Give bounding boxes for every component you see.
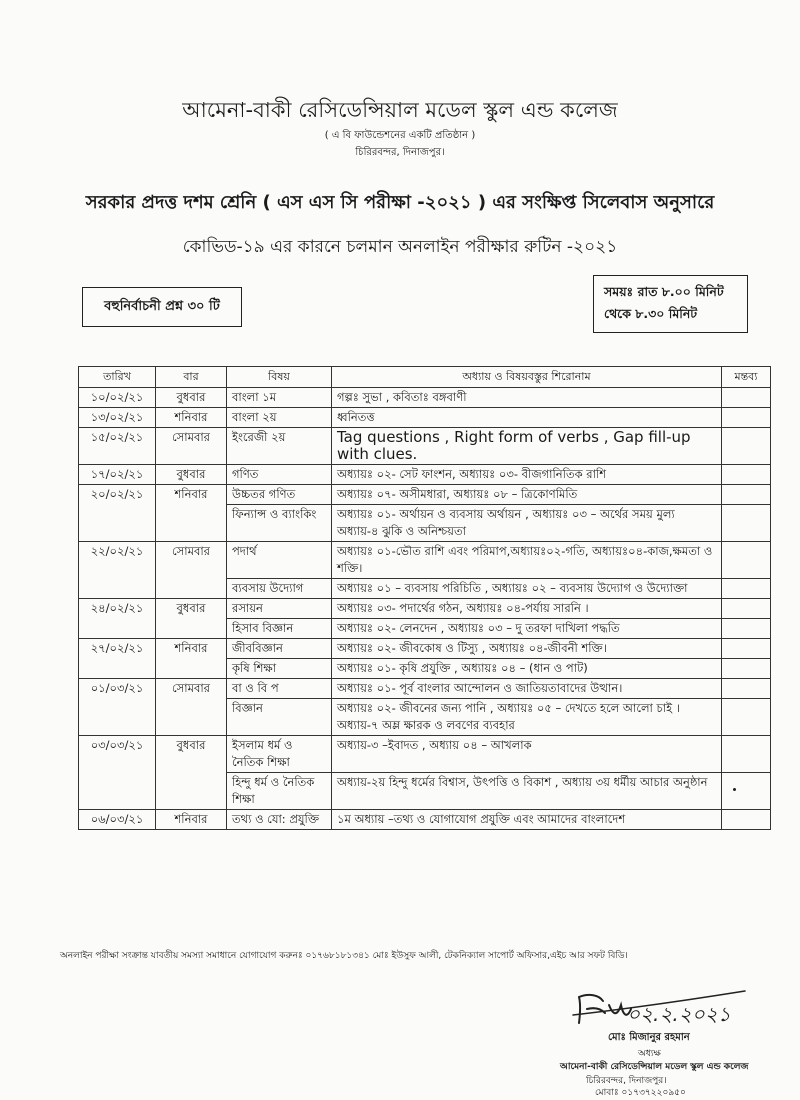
exam-date: ০৬/০৩/২১ [79, 810, 156, 830]
table-row [79, 485, 771, 505]
exam-date: ১০/০২/২১ [79, 388, 156, 408]
exam-topics: অধ্যায়ঃ ০২- সেট ফাংশন, অধ্যায়ঃ ০৩- বীজগানিতিক রাশি [332, 465, 722, 485]
exam-subject: হিন্দু ধর্ম ও নৈতিক শিক্ষা [227, 773, 332, 810]
exam-topics: Tag questions , Right form of verbs , Gap fill-up with clues. [332, 428, 722, 465]
remarks-cell [722, 659, 771, 679]
exam-date: ২৪/০২/২১ [79, 599, 156, 639]
table-row [79, 408, 771, 428]
remarks-cell [722, 810, 771, 830]
remarks-cell [722, 679, 771, 699]
table-row [79, 465, 771, 485]
exam-subject: তথ্য ও যো: প্রযুক্তি [227, 810, 332, 830]
exam-day: শনিবার [156, 408, 227, 428]
signatory-role: অধ্যক্ষ [638, 1049, 661, 1059]
exam-date: ০৩/০৩/২১ [79, 736, 156, 810]
exam-day: বুধবার [156, 465, 227, 485]
remarks-cell [722, 736, 771, 773]
exam-topics: ধ্বনিতত্ত [332, 408, 722, 428]
remarks-cell [722, 599, 771, 619]
remarks-cell [722, 699, 771, 736]
exam-time-line2: থেকে ৮.৩০ মিনিট [604, 306, 698, 321]
exam-topics: অধ্যায়-২য় হিন্দু ধর্মের বিশ্বাস, উৎপত্তি ও বিকাশ , অধ্যায় ৩য় ধর্মীয় আচার অনুষ্ঠান [332, 773, 722, 810]
exam-topics: অধ্যায়ঃ ০১-ভৌত রাশি এবং পরিমাপ,অধ্যায়ঃ০২-গতি, অধ্যায়ঃ০৪-কাজ,ক্ষমতা ও শক্তি। [332, 542, 722, 579]
remarks-cell [722, 408, 771, 428]
signatory-name: মোঃ মিজানুর রহমান [608, 1032, 690, 1043]
exam-topics: অধ্যায়ঃ ০১- পূর্ব বাংলার আন্দোলন ও জাতিয়তাবাদের উত্থান। [332, 679, 722, 699]
table-row [79, 542, 771, 579]
handwritten-signature [565, 975, 755, 1035]
table-row [79, 810, 771, 830]
exam-subject: পদার্থ [227, 542, 332, 579]
exam-day: সোমবার [156, 679, 227, 736]
exam-date: ০১/০৩/২১ [79, 679, 156, 736]
table-header-row [79, 367, 771, 388]
exam-day: শনিবার [156, 639, 227, 679]
contact-footer: অনলাইন পরীক্ষা সংক্রান্ত যাবতীয় সমস্যা সমাধানে যোগাযোগ করুনঃ ০১৭৬৮১৮১৩৪১ মোঃ ইউসুফ আলী, টেকনিক্যাল সাপোর্ট অফিসার,এইচ আর সফট বিডি। [60, 951, 628, 961]
routine-table [78, 366, 771, 830]
exam-topics: অধ্যায়ঃ ০৩- পদার্থের গঠন, অধ্যায়ঃ ০৪-পর্যায় সারনি । [332, 599, 722, 619]
exam-topics: অধ্যায়ঃ ০১ – ব্যবসায় পরিচিতি , অধ্যায়ঃ ০২ – ব্যবসায় উদ্যোগ ও উদ্যোক্তা [332, 579, 722, 599]
exam-topics: অধ্যায়ঃ ০৭- অসীমধারা, অধ্যায়ঃ ০৮ – ত্রিকোণমিতি [332, 485, 722, 505]
exam-subject: বাংলা ১ম [227, 388, 332, 408]
remarks-cell [722, 505, 771, 542]
remarks-cell [722, 542, 771, 579]
exam-date: ১৭/০২/২১ [79, 465, 156, 485]
routine-heading: কোভিড-১৯ এর কারনে চলমান অনলাইন পরীক্ষার রুটিন -২০২১ [182, 237, 618, 257]
exam-topics: অধ্যায়ঃ ০১- কৃষি প্রযুক্তি , অধ্যায়ঃ ০৪ – (ধান ও পাট) [332, 659, 722, 679]
table-row [79, 679, 771, 699]
table-row [79, 599, 771, 619]
signature-date: ০২.২.২০২১ [627, 1002, 731, 1026]
exam-subject: জীববিজ্ঞান [227, 639, 332, 659]
exam-date: ১৩/০২/২১ [79, 408, 156, 428]
exam-topics: অধ্যায়ঃ ০২- জীবনের জন্য পানি , অধ্যায়ঃ ০৫ – দেখতে হলে আলো চাই । অধ্যায়-৭ অম্ল ক্ষারক ও লবণের ব্যবহার [332, 699, 722, 736]
remarks-cell [722, 579, 771, 599]
exam-subject: ইসলাম ধর্ম ও নৈতিক শিক্ষা [227, 736, 332, 773]
exam-subject: উচ্চতর গণিত [227, 485, 332, 505]
exam-topics: অধ্যায়ঃ ০২- লেনদেন , অধ্যায়ঃ ০৩ – দু তরফা দাখিলা পদ্ধতি [332, 619, 722, 639]
signatory-institution: আমেনা-বাকী রেসিডেন্সিয়াল মডেল স্কুল এন্ড কলেজ [560, 1062, 749, 1072]
exam-subject: বিজ্ঞান [227, 699, 332, 736]
remarks-cell [722, 465, 771, 485]
exam-topics: ১ম অধ্যায় –তথ্য ও যোগাযোগ প্রযুক্তি এবং আমাদের বাংলাদেশ [332, 810, 722, 830]
remarks-cell [722, 428, 771, 465]
exam-time-line1: সময়ঃ রাত ৮.০০ মিনিট [604, 284, 724, 299]
exam-subject: ফিন্যান্স ও ব্যাংকিং [227, 505, 332, 542]
exam-date: ২০/০২/২১ [79, 485, 156, 542]
remarks-cell [722, 485, 771, 505]
stray-dot [733, 788, 736, 791]
exam-date: ১৫/০২/২১ [79, 428, 156, 465]
signatory-mobile: মোবাঃ ০১৭৩৭২২০৯৫০ [595, 1088, 686, 1098]
exam-topics: গল্পঃ সুভা , কবিতাঃ বঙ্গবাণী [332, 388, 722, 408]
table-row [79, 428, 771, 465]
signatory-address: চিরিরবন্দর, দিনাজপুর। [586, 1076, 667, 1086]
school-name: আমেনা-বাকী রেসিডেন্সিয়াল মডেল স্কুল এন্ড কলেজ [182, 98, 618, 122]
exam-subject: রসায়ন [227, 599, 332, 619]
exam-subject: গণিত [227, 465, 332, 485]
exam-subject: ব্যবসায় উদ্যোগ [227, 579, 332, 599]
remarks-cell [722, 388, 771, 408]
exam-date: ২২/০২/২১ [79, 542, 156, 599]
table-row [79, 736, 771, 773]
header-topics: অধ্যায় ও বিষয়বস্তুর শিরোনাম [332, 367, 722, 388]
exam-subject: বাংলা ২য় [227, 408, 332, 428]
exam-subject: কৃষি শিক্ষা [227, 659, 332, 679]
exam-time-box [593, 275, 748, 333]
header-day: বার [156, 367, 227, 388]
table-row [79, 639, 771, 659]
remarks-cell [722, 639, 771, 659]
exam-topics: অধ্যায়ঃ ০১- অর্থায়ন ও ব্যবসায় অর্থায়ন , অধ্যায়ঃ ০৩ – অর্থের সময় মুল্য অধ্যায়-৪ ঝুকি ও অনিশ্চয়তা [332, 505, 722, 542]
header-subject: বিষয় [227, 367, 332, 388]
exam-day: শনিবার [156, 485, 227, 542]
header-remarks: মন্তব্য [722, 367, 771, 388]
exam-day: বুধবার [156, 736, 227, 810]
mcq-count-label: বহুনির্বাচনী প্রশ্ন ৩০ টি [104, 298, 220, 314]
exam-topics: অধ্যায়ঃ ০২- জীবকোষ ও টিস্যু , অধ্যায়ঃ ০৪-জীবনী শক্তি। [332, 639, 722, 659]
exam-day: বুধবার [156, 388, 227, 408]
foundation-note: ( এ বি ফাউন্ডেশনের একটি প্রতিষ্ঠান ) [324, 130, 476, 141]
exam-day: শনিবার [156, 810, 227, 830]
table-row [79, 388, 771, 408]
syllabus-heading: সরকার প্রদত্ত দশম শ্রেনি ( এস এস সি পরীক্ষা -২০২১ ) এর সংক্ষিপ্ত সিলেবাস অনুসারে [85, 192, 715, 213]
exam-day: সোমবার [156, 542, 227, 599]
routine-table-body [79, 388, 771, 830]
exam-date: ২৭/০২/২১ [79, 639, 156, 679]
remarks-cell [722, 619, 771, 639]
exam-day: সোমবার [156, 428, 227, 465]
exam-subject: ইংরেজী ২য় [227, 428, 332, 465]
mcq-count-box [82, 287, 242, 327]
exam-subject: বা ও বি প [227, 679, 332, 699]
exam-subject: হিসাব বিজ্ঞান [227, 619, 332, 639]
exam-topics: অধ্যায়-৩ –ইবাদত , অধ্যায় ০৪ – আখলাক [332, 736, 722, 773]
exam-day: বুধবার [156, 599, 227, 639]
header-date: তারিখ [79, 367, 156, 388]
remarks-cell [722, 773, 771, 810]
school-address: চিরিরবন্দর, দিনাজপুর। [355, 147, 445, 158]
